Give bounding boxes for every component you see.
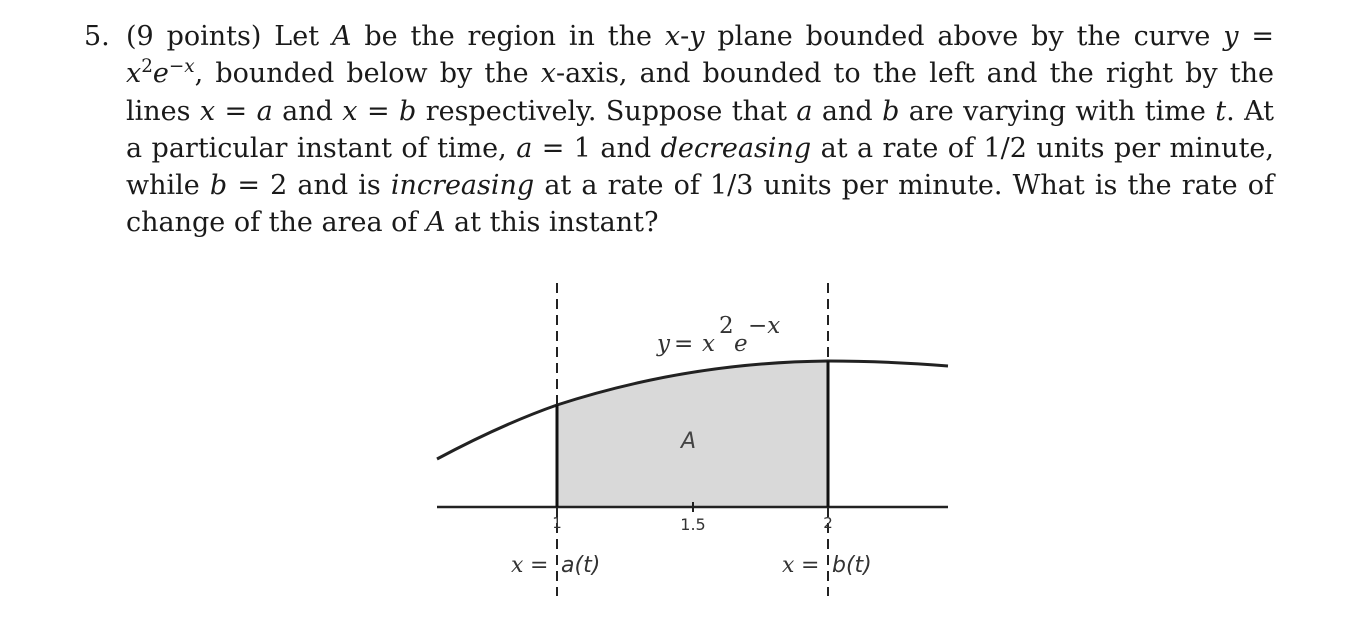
math-var: a <box>796 95 813 127</box>
text-segment: be the region in the <box>351 21 665 52</box>
curve-label-x: x <box>702 331 715 357</box>
left-line-label-eq: = <box>530 553 549 578</box>
curve-label-exp2: 2 <box>719 313 734 339</box>
text-segment: . At a particular instant of time, <box>126 95 1275 164</box>
curve-label-e: e <box>734 331 748 357</box>
math-var: e <box>152 58 169 90</box>
region-label: A <box>681 429 697 454</box>
math-exponent: 2 <box>141 56 153 78</box>
math-var: b <box>209 170 228 202</box>
math-var: A <box>425 207 446 239</box>
math-var: y <box>689 21 705 52</box>
text-segment: at this instant? <box>445 207 659 239</box>
math-op: = <box>215 95 257 127</box>
math-var: x <box>664 21 681 52</box>
right-line-label-eq: = <box>801 553 820 578</box>
text-segment: = 2 and is <box>227 170 391 202</box>
text-segment: respectively. Suppose that <box>416 95 797 127</box>
math-var: A <box>331 21 352 52</box>
text-segment: Let <box>261 21 332 52</box>
math-var: x <box>540 58 556 90</box>
tick-label-1: 1 <box>552 514 562 532</box>
math-var: x <box>199 95 216 127</box>
math-var: y <box>1223 21 1239 52</box>
math-op: = <box>357 95 399 127</box>
curve-label-y: y <box>657 331 670 357</box>
curve-label-eq: = <box>674 331 694 357</box>
math-exponent: −x <box>168 56 195 78</box>
points-label: (9 points) <box>126 21 262 52</box>
right-line-label-fn: b(t) <box>832 553 872 578</box>
text-segment: are varying with time <box>899 95 1216 127</box>
emphasis-decreasing: decreasing <box>660 132 812 164</box>
text-segment: and <box>272 95 343 127</box>
tick-label-2: 2 <box>823 514 833 532</box>
text-segment: at a rate of 1/2 units per minute, while <box>126 132 1274 202</box>
math-var: a <box>256 95 273 127</box>
text-segment: - <box>680 21 690 52</box>
math-var: b <box>882 95 900 127</box>
problem-number: 5. <box>84 21 110 52</box>
curve-label-expmx: −x <box>748 313 781 339</box>
math-var: t <box>1215 95 1227 127</box>
math-var: b <box>398 95 417 127</box>
math-var: a <box>516 132 533 164</box>
math-var: x <box>126 58 142 90</box>
text-segment: = 1 and <box>532 132 661 164</box>
text-segment: -axis, and bounded to the left and the right by the lines <box>126 58 1274 127</box>
math-op: = <box>1238 21 1274 52</box>
tick-label-1-5: 1.5 <box>680 515 706 534</box>
emphasis-increasing: increasing <box>390 170 535 202</box>
right-line-label-x: x <box>782 553 795 578</box>
left-line-label-fn: a(t) <box>561 553 601 578</box>
text-segment: and <box>812 95 883 127</box>
text-segment: plane bounded above by the curve <box>704 21 1224 52</box>
math-var: x <box>342 95 358 127</box>
text-segment: , bounded below by the <box>194 58 541 90</box>
text-segment: at a rate of 1/3 units per minute. What is the rate of change of the area of <box>126 170 1274 239</box>
left-line-label-x: x <box>511 553 524 578</box>
